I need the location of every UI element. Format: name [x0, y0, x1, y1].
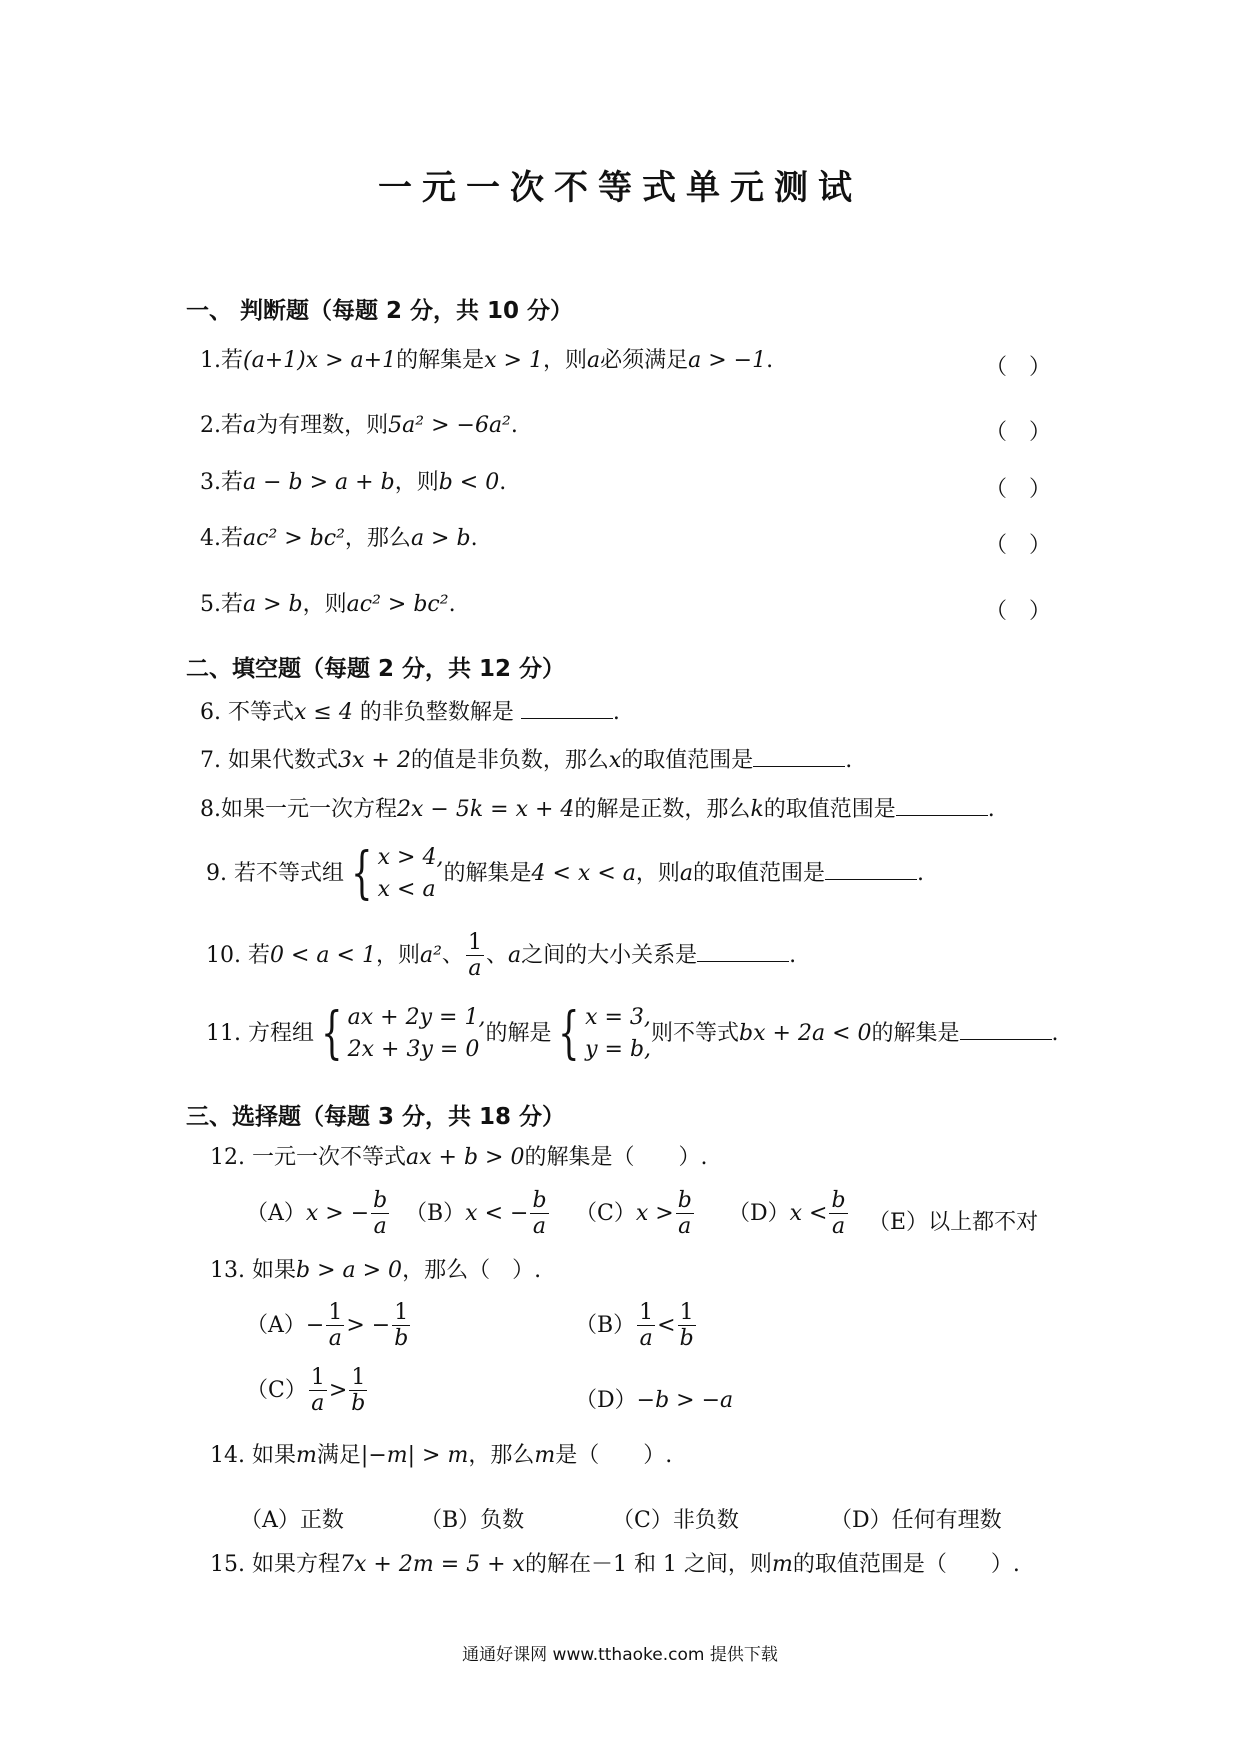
answer-blank-11[interactable]: [960, 1019, 1052, 1040]
option-13-d[interactable]: （D）−b > −a: [575, 1388, 734, 1413]
fraction: $\frac{b}{a}$: [831, 1188, 846, 1240]
fraction: $\frac{1}{b}$: [394, 1300, 409, 1352]
question-2: 2.若a为有理数，则5a² > −6a².: [200, 413, 518, 438]
question-1: 1.若(a+1)x > a+1的解集是x > 1，则a必须满足a > −1.: [200, 348, 774, 373]
question-13: 13. 如果b > a > 0，那么（ ）.: [210, 1258, 542, 1283]
fraction: $\frac{1}{b}$: [351, 1365, 366, 1417]
option-14-c[interactable]: （C）非负数: [612, 1508, 739, 1533]
option-12-e[interactable]: （E）以上都不对: [868, 1210, 1039, 1235]
equation-system-11: { ax + 2y = 1, 2x + 3y = 0: [321, 1000, 486, 1066]
answer-paren-5: （ ）: [985, 599, 1052, 624]
answer-paren-1: （ ）: [985, 355, 1052, 380]
question-14: 14. 如果m满足|−m| > m，那么m是（ ）.: [210, 1443, 673, 1468]
inequality-system-9: { x > 4, x < a: [351, 840, 444, 906]
question-10: 10. 若0 < a < 1，则a²、 $\frac{1}{a}$ 、a之间的大小关系是 .: [206, 930, 797, 982]
fraction: $\frac{1}{a}$: [639, 1300, 654, 1352]
option-13-b[interactable]: （B） $\frac{1}{a}$ < $\frac{1}{b}$: [575, 1300, 694, 1352]
question-11: 11. 方程组 { ax + 2y = 1, 2x + 3y = 0 的解是 { x = 3, y = b, 则不等式bx + 2a < 0的解集是 .: [206, 1000, 1059, 1066]
answer-blank-6[interactable]: [521, 698, 613, 719]
fraction: $\frac{1}{a}$: [310, 1365, 325, 1417]
question-4: 4.若ac² > bc²，那么a > b.: [200, 526, 478, 551]
fraction: $\frac{1}{b}$: [679, 1300, 694, 1352]
answer-paren-3: （ ）: [985, 477, 1052, 502]
answer-blank-8[interactable]: [896, 795, 988, 816]
question-9: 9. 若不等式组 { x > 4, x < a 的解集是4 < x < a，则a的取值范围是 .: [206, 840, 925, 906]
fraction: $\frac{b}{a}$: [677, 1188, 692, 1240]
option-12-c[interactable]: （C）x > $\frac{b}{a}$: [575, 1188, 692, 1240]
question-12: 12. 一元一次不等式ax + b > 0的解集是（ ）.: [210, 1145, 708, 1170]
solution-system-11: { x = 3, y = b,: [558, 1000, 652, 1066]
question-6: 6. 不等式x ≤ 4 的非负整数解是 .: [200, 700, 620, 725]
question-7: 7. 如果代数式3x + 2的值是非负数，那么x的取值范围是 .: [200, 748, 853, 773]
page-footer: 通通好课网 www.tthaoke.com 提供下载: [462, 1645, 778, 1665]
option-12-b[interactable]: （B）x < − $\frac{b}{a}$: [405, 1188, 547, 1240]
answer-paren-4: （ ）: [985, 533, 1052, 558]
question-8: 8.如果一元一次方程2x − 5k = x + 4的解是正数，那么k的取值范围是 .: [200, 797, 995, 822]
section-heading-fill-in: 二、填空题（每题 2 分，共 12 分）: [186, 656, 566, 682]
answer-blank-7[interactable]: [753, 746, 845, 767]
answer-paren-2: （ ）: [985, 420, 1052, 445]
answer-blank-10[interactable]: [697, 941, 789, 962]
option-12-d[interactable]: （D）x < $\frac{b}{a}$: [728, 1188, 846, 1240]
page-title: 一元一次不等式单元测试: [378, 168, 862, 208]
option-14-d[interactable]: （D）任何有理数: [830, 1508, 1002, 1533]
section-heading-judgement: 一、 判断题（每题 2 分，共 10 分）: [186, 298, 574, 324]
fraction: $\frac{b}{a}$: [373, 1188, 388, 1240]
fraction: $\frac{1}{a}$: [467, 930, 482, 982]
question-5: 5.若a > b，则ac² > bc².: [200, 592, 456, 617]
option-13-c[interactable]: （C） $\frac{1}{a}$ > $\frac{1}{b}$: [246, 1365, 366, 1417]
answer-blank-9[interactable]: [825, 859, 917, 880]
section-heading-choice: 三、选择题（每题 3 分，共 18 分）: [186, 1104, 566, 1130]
question-15: 15. 如果方程7x + 2m = 5 + x的解在－1 和 1 之间，则m的取值范围是（ ）.: [210, 1552, 1020, 1577]
option-14-b[interactable]: （B）负数: [420, 1508, 525, 1533]
fraction: $\frac{1}{a}$: [328, 1300, 343, 1352]
option-12-a[interactable]: （A）x > − $\frac{b}{a}$: [246, 1188, 388, 1240]
fraction: $\frac{b}{a}$: [532, 1188, 547, 1240]
option-13-a[interactable]: （A）− $\frac{1}{a}$ > − $\frac{1}{b}$: [246, 1300, 409, 1352]
option-14-a[interactable]: （A）正数: [240, 1508, 344, 1533]
question-3: 3.若a − b > a + b，则b < 0.: [200, 470, 507, 495]
